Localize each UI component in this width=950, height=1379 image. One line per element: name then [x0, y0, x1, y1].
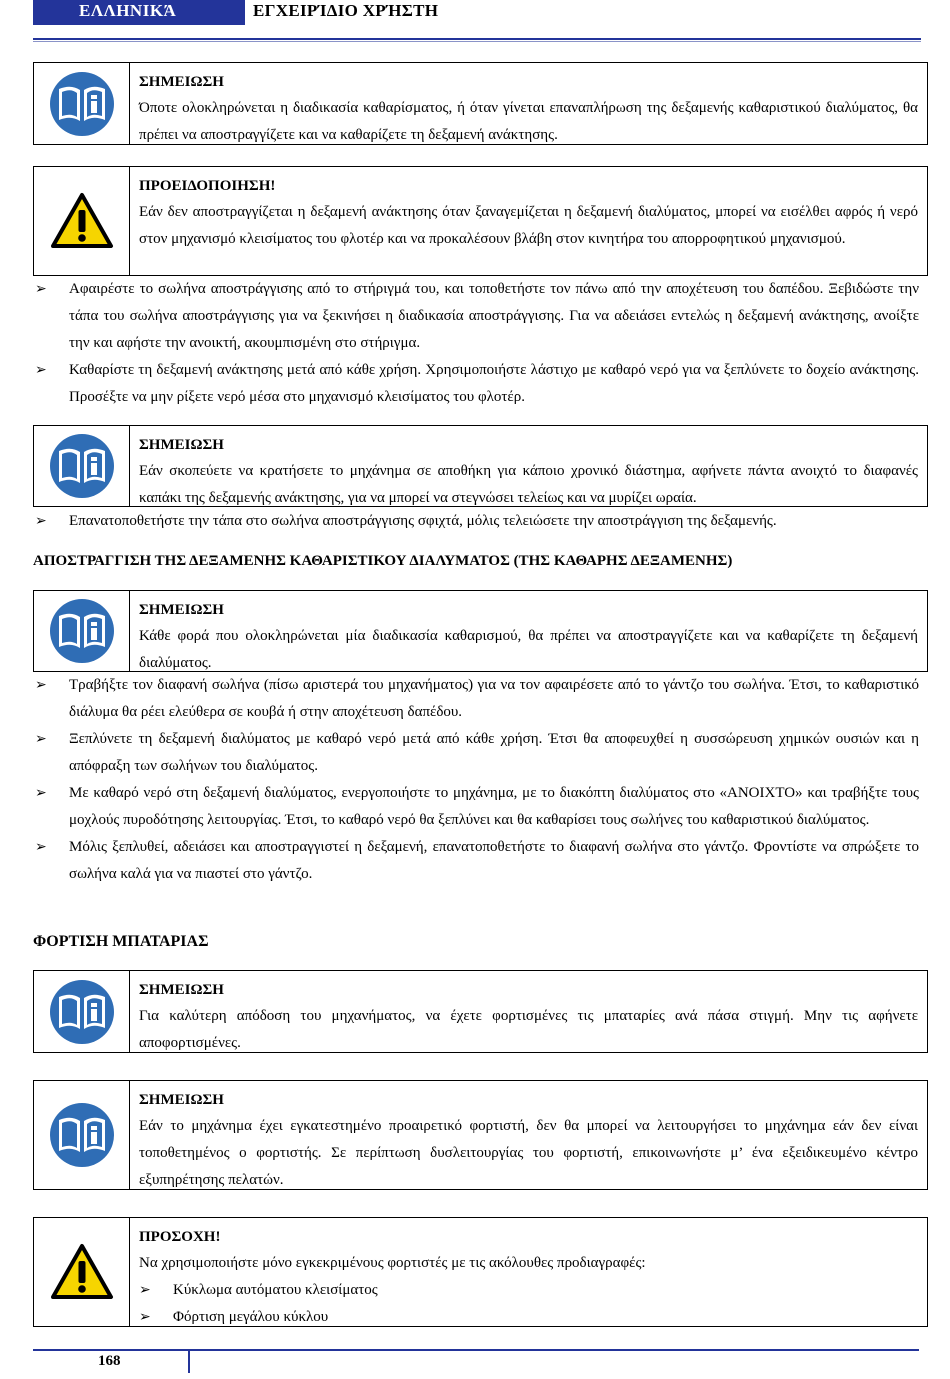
arrow-bullet-icon: ➢ [35, 514, 47, 529]
arrow-bullet-icon: ➢ [35, 282, 47, 297]
note-title: ΣΗΜΕΙΩΣΗ [139, 982, 224, 998]
caution-box [33, 1217, 928, 1327]
arrow-bullet-icon: ➢ [35, 786, 47, 801]
caution-title: ΠΡΟΣΟΧΗ! [139, 1229, 221, 1245]
note-text: Για καλύτερη απόδοση του μηχανήματος, να έχετε φορτισμένες τις μπαταρίες ανά πάσα στιγμή. Μην τις αφήνετε αποφορτισμένες. [139, 1008, 918, 1051]
caution-text: Να χρησιμοποιήστε μόνο εγκεκριμένους φορτιστές με τις ακόλουθες προδιαγραφές: [139, 1255, 646, 1271]
warning-title: ΠΡΟΕΙΔΟΠΟΙΗΣΗ! [139, 178, 276, 194]
manual-info-icon [49, 598, 115, 664]
list-item: ➢ Φόρτιση μεγάλου κύκλου [139, 1304, 918, 1331]
warning-text: Εάν δεν αποστραγγίζεται η δεξαμενή ανάκτησης όταν ξαναγεμίζεται η δεξαμενή διαλύματος, μπορεί να εισέλθει αφρός ή νερό στον μηχανισμό κλεισίματος του φλοτέρ και να προκαλέσουν βλάβη στον κινητήρα του απορροφητικού μηχανισμού. [139, 204, 918, 247]
list-item: ➢ Αφαιρέστε το σωλήνα αποστράγγισης από το στήριγμά του, και τοποθετήστε τον πάνω από την αποχέτευση του δαπέδου. Ξεβιδώστε την τάπα του σωλήνα αποστράγγισης για να ξεκινήσει η διαδικασία αποστράγγισης. Για να αδειάσει εντελώς η δεξαμενή ανάκτησης, ανοίξτε την και αφήστε την ανοικτή, ακουμπισμένη στο στήριγμα. [33, 276, 919, 357]
note-text: Εάν σκοπεύετε να κρατήσετε το μηχάνημα σε αποθήκη για κάποιο χρονικό διάστημα, αφήνετε πάντα ανοιχτό το διαφανές καπάκι της δεξαμενής ανάκτησης, για να μπορεί να στεγνώσει τελείως και να μυρίζει ωραία. [139, 463, 918, 506]
arrow-bullet-icon: ➢ [139, 1310, 151, 1325]
note-box [33, 425, 928, 507]
note-text: Όποτε ολοκληρώνεται η διαδικασία καθαρίσματος, ή όταν γίνεται επαναπλήρωση της δεξαμενής καθαριστικού διαλύματος, θα πρέπει να αποστραγγίζετε και να καθαρίζετε τη δεξαμενή ανάκτησης. [139, 100, 918, 143]
arrow-bullet-icon: ➢ [35, 840, 47, 855]
list-item: ➢ Με καθαρό νερό στη δεξαμενή διαλύματος, ενεργοποιήστε το μηχάνημα, με το διακόπτη διαλύματος στο «ΑΝΟΙΧΤΟ» και τραβήξτε τους μοχλούς πυροδότησης λειτουργίας. Έτσι, το καθαρό νερό θα ξεπλύνει και θα καθαρίσει τους σωλήνες του καθαριστικού διαλύματος. [33, 780, 919, 834]
note-box [33, 62, 928, 145]
bullet-list [33, 276, 919, 411]
note-box [33, 590, 928, 672]
list-item: ➢ Τραβήξτε τον διαφανή σωλήνα (πίσω αριστερά του μηχανήματος) για να τον αφαιρέσετε από το γάντζο του σωλήνα. Έτσι, το καθαριστικό διάλυμα θα ρέει ελεύθερα σε κουβά ή στην αποχέτευση δαπέδου. [33, 672, 919, 726]
warning-icon [50, 1243, 114, 1301]
manual-info-icon [49, 1102, 115, 1168]
bullet-list [33, 672, 919, 888]
language-tab: ΕΛΛΗΝΙΚΆ [33, 0, 245, 25]
bullet-list [33, 508, 919, 535]
note-title: ΣΗΜΕΙΩΣΗ [139, 1092, 224, 1108]
arrow-bullet-icon: ➢ [35, 363, 47, 378]
note-title: ΣΗΜΕΙΩΣΗ [139, 74, 224, 90]
list-item: ➢ Μόλις ξεπλυθεί, αδειάσει και αποστραγγιστεί η δεξαμενή, επανατοποθετήστε το διαφανή σωλήνα στο γάντζο. Φροντίστε να σπρώξετε το σωλήνα καλά για να πιαστεί στο γάντζο. [33, 834, 919, 888]
arrow-bullet-icon: ➢ [35, 678, 47, 693]
list-item: ➢ Επανατοποθετήστε την τάπα στο σωλήνα αποστράγγισης σφιχτά, μόλις τελειώσετε την αποστράγγιση της δεξαμενής. [33, 508, 919, 535]
list-item: ➢ Καθαρίστε τη δεξαμενή ανάκτησης μετά από κάθε χρήση. Χρησιμοποιήστε λάστιχο με καθαρό νερό για να ξεπλύνετε το δοχείο ανάκτησης. Προσέξτε να μην ρίξετε νερό μέσα στο μηχανισμό κλεισίματος του φλοτέρ. [33, 357, 919, 411]
warning-box [33, 166, 928, 276]
manual-info-icon [49, 979, 115, 1045]
manual-info-icon [49, 71, 115, 137]
section-heading: ΦΟΡΤΙΣΗ ΜΠΑΤΑΡΙΑΣ [33, 933, 209, 950]
footer-rule [33, 1349, 919, 1351]
note-box [33, 1080, 928, 1190]
header-rule-thin [33, 41, 921, 42]
note-title: ΣΗΜΕΙΩΣΗ [139, 602, 224, 618]
note-title: ΣΗΜΕΙΩΣΗ [139, 437, 224, 453]
note-text: Κάθε φορά που ολοκληρώνεται μία διαδικασία καθαρισμού, θα πρέπει να αποστραγγίζετε και να καθαρίζετε τη δεξαμενή διαλύματος. [139, 628, 918, 671]
footer-divider [188, 1351, 190, 1373]
page-number: 168 [98, 1353, 121, 1369]
manual-info-icon [49, 433, 115, 499]
manual-title: ΕΓΧΕΙΡΊΔΙΟ ΧΡΉΣΤΗ [253, 1, 439, 20]
list-item: ➢ Κύκλωμα αυτόματου κλεισίματος [139, 1277, 918, 1304]
note-box [33, 970, 928, 1053]
section-heading: ΑΠΟΣΤΡΑΓΓΙΣΗ ΤΗΣ ΔΕΞΑΜΕΝΗΣ ΚΑΘΑΡΙΣΤΙΚΟΥ ΔΙΑΛΥΜΑΤΟΣ (ΤΗΣ ΚΑΘΑΡΗΣ ΔΕΞΑΜΕΝΗΣ) [33, 553, 733, 569]
arrow-bullet-icon: ➢ [35, 732, 47, 747]
arrow-bullet-icon: ➢ [139, 1283, 151, 1298]
note-text: Εάν το μηχάνημα έχει εγκατεστημένο προαιρετικό φορτιστή, δεν θα μπορεί να λειτουργήσει το μηχάνημα εάν δεν είναι τοποθετημένος ο φορτιστής. Σε περίπτωση δυσλειτουργίας του φορτιστή, επικοινωνήστε μ’ ένα εξειδικευμένο κέντρο εξυπηρέτησης πελατών. [139, 1118, 918, 1188]
list-item: ➢ Ξεπλύνετε τη δεξαμενή διαλύματος με καθαρό νερό μετά από κάθε χρήση. Έτσι θα αποφευχθεί η συσσώρευση χημικών ουσιών και η απόφραξη των σωλήνων του διαλύματος. [33, 726, 919, 780]
warning-icon [50, 192, 114, 250]
header-rule [33, 38, 921, 40]
